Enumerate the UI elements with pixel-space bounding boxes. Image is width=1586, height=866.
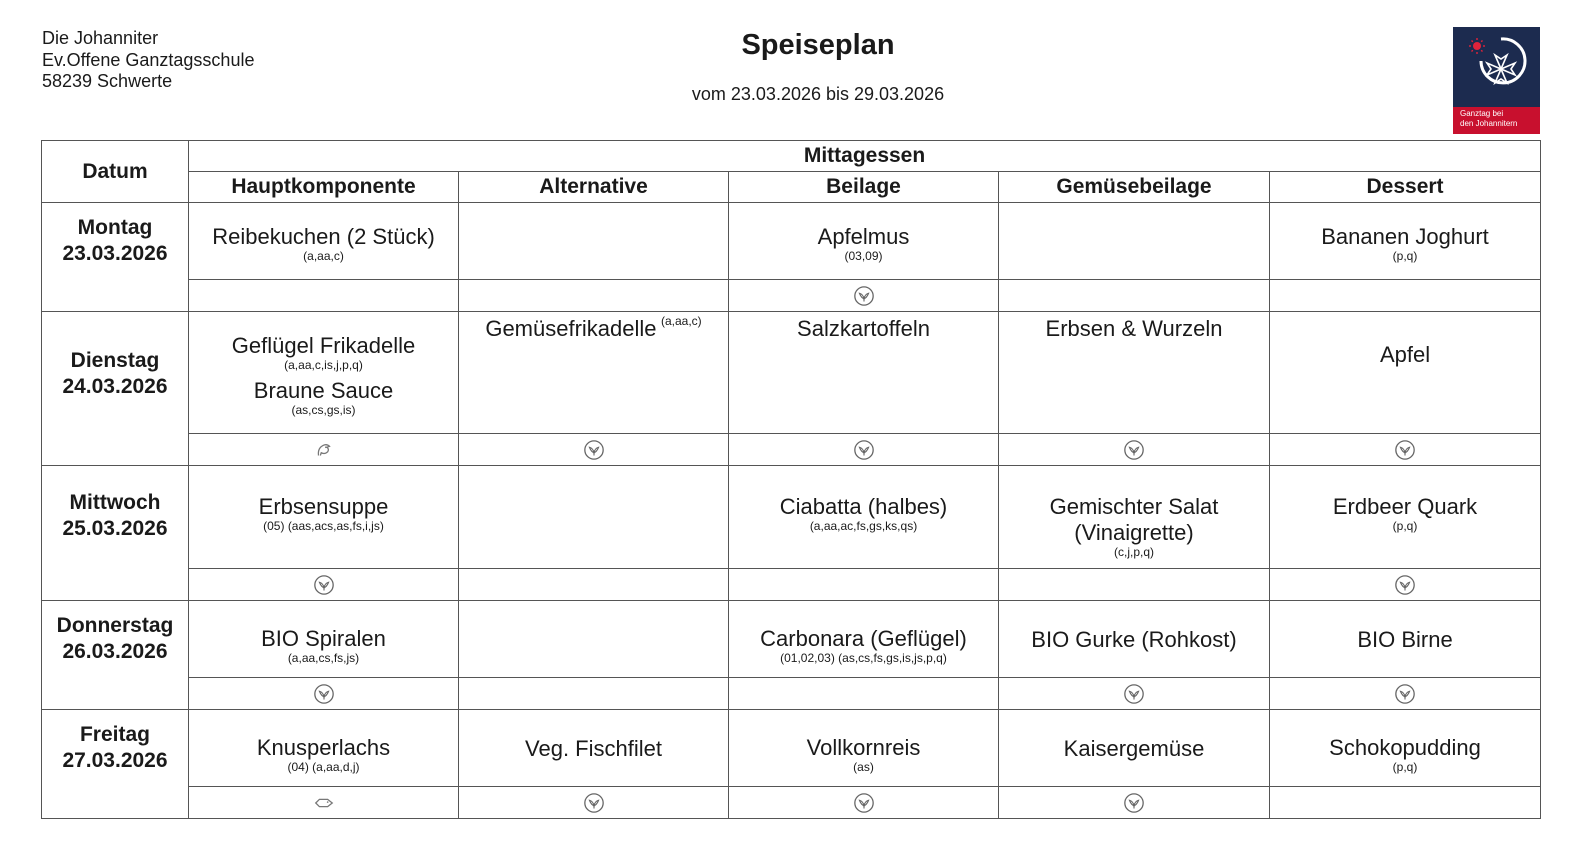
date-range: vom 23.03.2026 bis 29.03.2026 [691,84,945,104]
veggie-icon [313,683,335,705]
meal-cell: Apfelmus (03,09) [729,203,999,280]
column-header-beilage: Beilage [729,172,999,203]
table-row [42,466,1541,569]
veggie-icon [853,439,875,461]
veggie-icon [313,574,335,596]
table-row [42,710,1541,787]
meal-cell [999,203,1270,280]
veggie-icon [583,439,605,461]
veggie-icon [1394,574,1416,596]
meal-cell: Erdbeer Quark (p,q) [1270,466,1541,569]
day-cell: Donnerstag 26.03.2026 [42,601,189,710]
icon-row [42,280,1541,312]
table-row [42,601,1541,678]
menu-table [41,140,1541,819]
veggie-icon [1394,439,1416,461]
table-row [42,203,1541,280]
meal-cell: Kaisergemüse [999,710,1270,787]
page-title: Speiseplan [741,29,895,61]
poultry-icon [313,439,335,461]
veggie-icon [1123,792,1145,814]
column-header-haupt: Hauptkomponente [189,172,459,203]
meal-cell [459,203,729,280]
veggie-icon [1123,439,1145,461]
column-header-alternative: Alternative [459,172,729,203]
icon-row [42,569,1541,601]
meal-cell [459,601,729,678]
column-header-gemuese: Gemüsebeilage [999,172,1270,203]
veggie-icon [1123,683,1145,705]
meal-cell: BIO Spiralen (a,aa,cs,fs,js) [189,601,459,678]
group-header-mittagessen: Mittagessen [189,141,1541,172]
icon-row [42,678,1541,710]
veggie-icon [1394,683,1416,705]
column-header-datum: Datum [42,141,189,203]
org-city: 58239 Schwerte [42,71,173,91]
meal-cell: Knusperlachs (04) (a,aa,d,j) [189,710,459,787]
org-school: Ev.Offene Ganztagsschule [42,49,255,70]
day-cell: Dienstag 24.03.2026 [42,312,189,466]
meal-cell: Erbsen & Wurzeln [999,312,1270,434]
meal-cell: Reibekuchen (2 Stück) (a,aa,c) [189,203,459,280]
icon-row [42,787,1541,819]
meal-cell: Gemüsefrikadelle $^{(a,aa,c)}$ [459,312,729,434]
meal-cell: Geflügel Frikadelle (a,aa,c,is,j,p,q) Braune Sauce (as,cs,gs,is) [189,312,459,434]
meal-cell: BIO Gurke (Rohkost) [999,601,1270,678]
fish-icon [313,792,335,814]
meal-cell: Erbsensuppe (05) (aas,acs,as,fs,i,js) [189,466,459,569]
johanniter-logo [1453,27,1540,134]
meal-cell: Carbonara (Geflügel) (01,02,03) (as,cs,fs,gs,is,js,p,q) [729,601,999,678]
meal-cell: Bananen Joghurt (p,q) [1270,203,1541,280]
meal-cell: Apfel [1270,312,1541,434]
meal-cell: Gemischter Salat (Vinaigrette) (c,j,p,q) [999,466,1270,569]
veggie-icon [853,285,875,307]
table-row [42,312,1541,434]
icon-row [42,434,1541,466]
meal-cell: Schokopudding (p,q) [1270,710,1541,787]
org-name: Die Johanniter [42,28,159,48]
logo-emblem-icon [1453,27,1540,107]
logo-text: Ganztag bei den Johannitern [1460,109,1518,128]
meal-cell: Ciabatta (halbes) (a,aa,ac,fs,gs,ks,qs) [729,466,999,569]
meal-cell [459,466,729,569]
meal-cell: Veg. Fischfilet [459,710,729,787]
veggie-icon [853,792,875,814]
column-header-dessert: Dessert [1270,172,1541,203]
veggie-icon [583,792,605,814]
meal-cell: Vollkornreis (as) [729,710,999,787]
meal-cell: Salzkartoffeln [729,312,999,434]
day-cell: Freitag 27.03.2026 [42,710,189,819]
meal-cell: BIO Birne [1270,601,1541,678]
day-cell: Montag 23.03.2026 [42,203,189,312]
day-cell: Mittwoch 25.03.2026 [42,466,189,601]
